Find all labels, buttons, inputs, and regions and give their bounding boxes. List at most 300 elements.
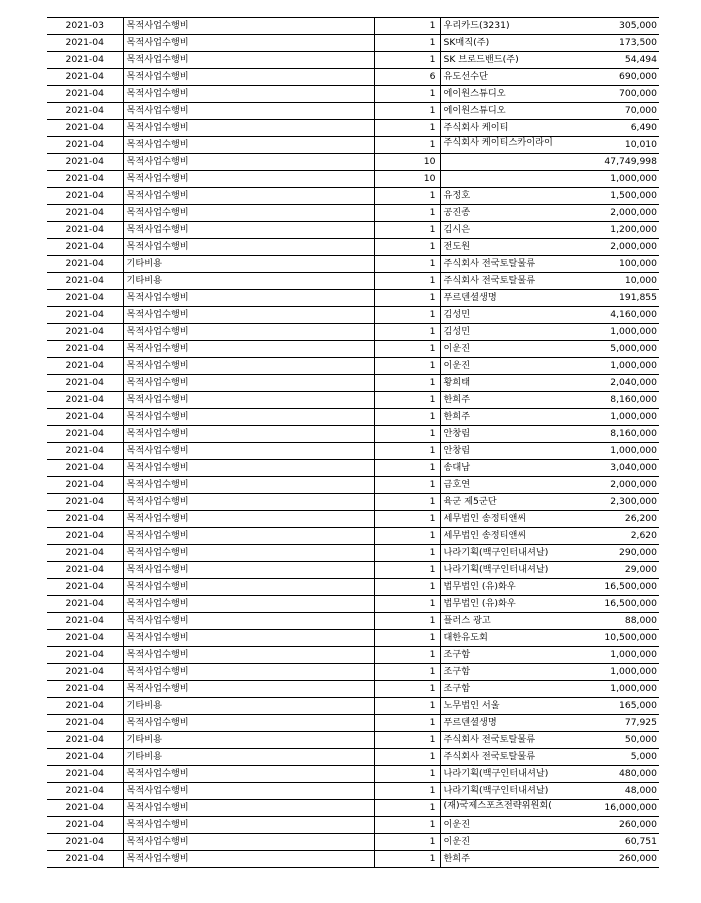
- date-cell: 2021-04: [47, 460, 123, 477]
- amount-cell: 1,000,000: [560, 358, 659, 375]
- vendor-cell: 노무법인 서울: [440, 698, 560, 715]
- table-row: [47, 681, 659, 698]
- quantity-cell: 1: [374, 630, 440, 647]
- date-cell: 2021-04: [47, 171, 123, 188]
- vendor-cell: 공진종: [440, 205, 560, 222]
- category-cell: 목적사업수행비: [123, 392, 374, 409]
- date-cell: 2021-04: [47, 511, 123, 528]
- category-cell: 목적사업수행비: [123, 511, 374, 528]
- amount-cell: 260,000: [560, 851, 659, 868]
- table-row: [47, 18, 659, 35]
- amount-cell: 1,000,000: [560, 409, 659, 426]
- table-row: [47, 766, 659, 783]
- vendor-cell: 김성민: [440, 324, 560, 341]
- amount-cell: 173,500: [560, 35, 659, 52]
- amount-cell: 2,040,000: [560, 375, 659, 392]
- amount-cell: 10,000: [560, 273, 659, 290]
- date-cell: 2021-04: [47, 256, 123, 273]
- date-cell: 2021-04: [47, 392, 123, 409]
- quantity-cell: 1: [374, 103, 440, 120]
- quantity-cell: 1: [374, 749, 440, 766]
- amount-cell: 6,490: [560, 120, 659, 137]
- table-row: [47, 52, 659, 69]
- category-cell: 목적사업수행비: [123, 18, 374, 35]
- date-cell: 2021-04: [47, 613, 123, 630]
- category-cell: 목적사업수행비: [123, 783, 374, 800]
- vendor-cell: 안창림: [440, 426, 560, 443]
- category-cell: 목적사업수행비: [123, 409, 374, 426]
- vendor-cell: 이운진: [440, 341, 560, 358]
- table-row: [47, 494, 659, 511]
- date-cell: 2021-04: [47, 188, 123, 205]
- quantity-cell: 1: [374, 766, 440, 783]
- table-row: [47, 324, 659, 341]
- date-cell: 2021-04: [47, 426, 123, 443]
- category-cell: 기타비용: [123, 256, 374, 273]
- date-cell: 2021-04: [47, 239, 123, 256]
- table-row: [47, 664, 659, 681]
- quantity-cell: 1: [374, 35, 440, 52]
- table-row: [47, 205, 659, 222]
- category-cell: 목적사업수행비: [123, 528, 374, 545]
- quantity-cell: 1: [374, 477, 440, 494]
- vendor-cell: 푸르덴셜생명: [440, 290, 560, 307]
- amount-cell: 54,494: [560, 52, 659, 69]
- vendor-cell: SK 브로드밴드(주): [440, 52, 560, 69]
- quantity-cell: 1: [374, 783, 440, 800]
- category-cell: 목적사업수행비: [123, 664, 374, 681]
- vendor-cell: SK매직(주): [440, 35, 560, 52]
- category-cell: 기타비용: [123, 273, 374, 290]
- category-cell: 목적사업수행비: [123, 545, 374, 562]
- table-row: [47, 647, 659, 664]
- quantity-cell: 1: [374, 256, 440, 273]
- expense-table: [47, 17, 659, 868]
- table-row: [47, 562, 659, 579]
- vendor-cell: 황희태: [440, 375, 560, 392]
- amount-cell: 2,000,000: [560, 239, 659, 256]
- amount-cell: 3,040,000: [560, 460, 659, 477]
- quantity-cell: 6: [374, 69, 440, 86]
- category-cell: 목적사업수행비: [123, 239, 374, 256]
- date-cell: 2021-04: [47, 273, 123, 290]
- table-row: [47, 698, 659, 715]
- amount-cell: 16,000,000: [560, 800, 659, 817]
- amount-cell: 10,010: [560, 137, 659, 154]
- quantity-cell: 1: [374, 222, 440, 239]
- expense-table-body: [47, 18, 659, 868]
- vendor-cell: 나라기획(백구인터내셔날): [440, 783, 560, 800]
- vendor-cell: 주식회사 케이티: [440, 120, 560, 137]
- amount-cell: 480,000: [560, 766, 659, 783]
- expense-ledger: [47, 17, 659, 868]
- date-cell: 2021-04: [47, 290, 123, 307]
- category-cell: 목적사업수행비: [123, 834, 374, 851]
- amount-cell: 1,200,000: [560, 222, 659, 239]
- quantity-cell: 1: [374, 528, 440, 545]
- category-cell: 목적사업수행비: [123, 800, 374, 817]
- category-cell: 목적사업수행비: [123, 103, 374, 120]
- date-cell: 2021-04: [47, 851, 123, 868]
- date-cell: 2021-04: [47, 732, 123, 749]
- date-cell: 2021-04: [47, 630, 123, 647]
- date-cell: 2021-04: [47, 307, 123, 324]
- quantity-cell: 1: [374, 664, 440, 681]
- category-cell: 목적사업수행비: [123, 307, 374, 324]
- date-cell: 2021-04: [47, 154, 123, 171]
- date-cell: 2021-03: [47, 18, 123, 35]
- quantity-cell: 1: [374, 681, 440, 698]
- vendor-cell: 안창림: [440, 443, 560, 460]
- vendor-cell: 주식회사 전국토탈물류: [440, 732, 560, 749]
- table-row: [47, 171, 659, 188]
- category-cell: 목적사업수행비: [123, 460, 374, 477]
- amount-cell: 100,000: [560, 256, 659, 273]
- quantity-cell: 1: [374, 86, 440, 103]
- vendor-cell: 주식회사 전국토탈물류: [440, 749, 560, 766]
- table-row: [47, 579, 659, 596]
- category-cell: 목적사업수행비: [123, 477, 374, 494]
- table-row: [47, 392, 659, 409]
- quantity-cell: 1: [374, 18, 440, 35]
- table-row: [47, 732, 659, 749]
- vendor-cell: 에이원스튜디오: [440, 86, 560, 103]
- category-cell: 목적사업수행비: [123, 222, 374, 239]
- table-row: [47, 358, 659, 375]
- vendor-cell: 세무법인 송정티앤씨: [440, 528, 560, 545]
- amount-cell: 16,500,000: [560, 596, 659, 613]
- date-cell: 2021-04: [47, 409, 123, 426]
- amount-cell: 29,000: [560, 562, 659, 579]
- vendor-cell: 한희주: [440, 409, 560, 426]
- vendor-cell: 에이원스튜디오: [440, 103, 560, 120]
- table-row: [47, 528, 659, 545]
- quantity-cell: 1: [374, 443, 440, 460]
- date-cell: 2021-04: [47, 358, 123, 375]
- quantity-cell: 1: [374, 120, 440, 137]
- category-cell: 목적사업수행비: [123, 851, 374, 868]
- quantity-cell: 1: [374, 545, 440, 562]
- table-row: [47, 222, 659, 239]
- amount-cell: 4,160,000: [560, 307, 659, 324]
- amount-cell: 2,620: [560, 528, 659, 545]
- date-cell: 2021-04: [47, 562, 123, 579]
- table-row: [47, 154, 659, 171]
- quantity-cell: 1: [374, 188, 440, 205]
- amount-cell: 26,200: [560, 511, 659, 528]
- quantity-cell: 1: [374, 409, 440, 426]
- category-cell: 기타비용: [123, 698, 374, 715]
- table-row: [47, 545, 659, 562]
- table-row: [47, 341, 659, 358]
- date-cell: 2021-04: [47, 664, 123, 681]
- quantity-cell: 1: [374, 732, 440, 749]
- vendor-cell: 금호연: [440, 477, 560, 494]
- category-cell: 기타비용: [123, 749, 374, 766]
- date-cell: 2021-04: [47, 698, 123, 715]
- table-row: [47, 851, 659, 868]
- quantity-cell: 1: [374, 494, 440, 511]
- quantity-cell: 1: [374, 851, 440, 868]
- vendor-cell: 유도선수단: [440, 69, 560, 86]
- date-cell: 2021-04: [47, 647, 123, 664]
- amount-cell: 5,000: [560, 749, 659, 766]
- quantity-cell: 1: [374, 205, 440, 222]
- table-row: [47, 511, 659, 528]
- amount-cell: 60,751: [560, 834, 659, 851]
- vendor-cell: 나라기획(백구인터내셔날): [440, 545, 560, 562]
- amount-cell: 70,000: [560, 103, 659, 120]
- vendor-cell: 나라기획(백구인터내셔날): [440, 562, 560, 579]
- category-cell: 목적사업수행비: [123, 613, 374, 630]
- quantity-cell: 1: [374, 647, 440, 664]
- date-cell: 2021-04: [47, 477, 123, 494]
- table-row: [47, 613, 659, 630]
- table-row: [47, 375, 659, 392]
- date-cell: 2021-04: [47, 137, 123, 154]
- category-cell: 목적사업수행비: [123, 358, 374, 375]
- quantity-cell: 1: [374, 460, 440, 477]
- amount-cell: 690,000: [560, 69, 659, 86]
- vendor-cell: 김시은: [440, 222, 560, 239]
- category-cell: 목적사업수행비: [123, 35, 374, 52]
- quantity-cell: 1: [374, 426, 440, 443]
- date-cell: 2021-04: [47, 715, 123, 732]
- table-row: [47, 239, 659, 256]
- quantity-cell: 1: [374, 715, 440, 732]
- table-row: [47, 715, 659, 732]
- amount-cell: 1,000,000: [560, 664, 659, 681]
- category-cell: 목적사업수행비: [123, 324, 374, 341]
- vendor-cell: 김성민: [440, 307, 560, 324]
- table-row: [47, 409, 659, 426]
- quantity-cell: 1: [374, 307, 440, 324]
- category-cell: 목적사업수행비: [123, 715, 374, 732]
- vendor-cell: 푸르덴셜생명: [440, 715, 560, 732]
- quantity-cell: 10: [374, 154, 440, 171]
- quantity-cell: 1: [374, 341, 440, 358]
- quantity-cell: 1: [374, 800, 440, 817]
- vendor-cell: 나라기획(백구인터내셔날): [440, 766, 560, 783]
- quantity-cell: 1: [374, 52, 440, 69]
- date-cell: 2021-04: [47, 120, 123, 137]
- quantity-cell: 1: [374, 511, 440, 528]
- quantity-cell: 1: [374, 579, 440, 596]
- date-cell: 2021-04: [47, 494, 123, 511]
- table-row: [47, 630, 659, 647]
- category-cell: 목적사업수행비: [123, 562, 374, 579]
- date-cell: 2021-04: [47, 443, 123, 460]
- table-row: [47, 817, 659, 834]
- vendor-cell: 조구함: [440, 664, 560, 681]
- quantity-cell: 1: [374, 324, 440, 341]
- quantity-cell: 1: [374, 375, 440, 392]
- date-cell: 2021-04: [47, 375, 123, 392]
- quantity-cell: 1: [374, 596, 440, 613]
- vendor-cell: (재)국제스포츠전략위원회(: [440, 800, 560, 817]
- table-row: [47, 137, 659, 154]
- table-row: [47, 120, 659, 137]
- vendor-cell: 주식회사 전국토탈물류: [440, 273, 560, 290]
- amount-cell: 1,000,000: [560, 681, 659, 698]
- vendor-cell: 플러스 광고: [440, 613, 560, 630]
- category-cell: 목적사업수행비: [123, 494, 374, 511]
- date-cell: 2021-04: [47, 528, 123, 545]
- amount-cell: 1,500,000: [560, 188, 659, 205]
- amount-cell: 2,000,000: [560, 477, 659, 494]
- date-cell: 2021-04: [47, 545, 123, 562]
- table-row: [47, 596, 659, 613]
- category-cell: 목적사업수행비: [123, 375, 374, 392]
- date-cell: 2021-04: [47, 834, 123, 851]
- amount-cell: 290,000: [560, 545, 659, 562]
- quantity-cell: 10: [374, 171, 440, 188]
- date-cell: 2021-04: [47, 86, 123, 103]
- category-cell: 목적사업수행비: [123, 137, 374, 154]
- quantity-cell: 1: [374, 698, 440, 715]
- category-cell: 목적사업수행비: [123, 69, 374, 86]
- amount-cell: 5,000,000: [560, 341, 659, 358]
- table-row: [47, 86, 659, 103]
- quantity-cell: 1: [374, 290, 440, 307]
- category-cell: 목적사업수행비: [123, 647, 374, 664]
- table-row: [47, 477, 659, 494]
- vendor-cell: 대한유도회: [440, 630, 560, 647]
- table-row: [47, 307, 659, 324]
- category-cell: 목적사업수행비: [123, 120, 374, 137]
- amount-cell: 260,000: [560, 817, 659, 834]
- date-cell: 2021-04: [47, 341, 123, 358]
- amount-cell: 165,000: [560, 698, 659, 715]
- amount-cell: 2,300,000: [560, 494, 659, 511]
- table-row: [47, 443, 659, 460]
- category-cell: 목적사업수행비: [123, 817, 374, 834]
- vendor-cell: 법무법인 (유)화우: [440, 579, 560, 596]
- vendor-cell: 조구함: [440, 647, 560, 664]
- amount-cell: 50,000: [560, 732, 659, 749]
- quantity-cell: 1: [374, 613, 440, 630]
- date-cell: 2021-04: [47, 324, 123, 341]
- date-cell: 2021-04: [47, 35, 123, 52]
- quantity-cell: 1: [374, 137, 440, 154]
- table-row: [47, 800, 659, 817]
- table-row: [47, 426, 659, 443]
- category-cell: 목적사업수행비: [123, 766, 374, 783]
- amount-cell: 1,000,000: [560, 443, 659, 460]
- quantity-cell: 1: [374, 358, 440, 375]
- table-row: [47, 290, 659, 307]
- table-row: [47, 69, 659, 86]
- category-cell: 기타비용: [123, 732, 374, 749]
- category-cell: 목적사업수행비: [123, 52, 374, 69]
- amount-cell: 700,000: [560, 86, 659, 103]
- amount-cell: 16,500,000: [560, 579, 659, 596]
- category-cell: 목적사업수행비: [123, 86, 374, 103]
- vendor-cell: 이운진: [440, 817, 560, 834]
- amount-cell: 8,160,000: [560, 392, 659, 409]
- table-row: [47, 749, 659, 766]
- vendor-cell: 이운진: [440, 834, 560, 851]
- amount-cell: 88,000: [560, 613, 659, 630]
- amount-cell: 305,000: [560, 18, 659, 35]
- amount-cell: 191,855: [560, 290, 659, 307]
- category-cell: 목적사업수행비: [123, 341, 374, 358]
- date-cell: 2021-04: [47, 749, 123, 766]
- quantity-cell: 1: [374, 392, 440, 409]
- category-cell: 목적사업수행비: [123, 681, 374, 698]
- table-row: [47, 188, 659, 205]
- vendor-cell: 육군 제5군단: [440, 494, 560, 511]
- quantity-cell: 1: [374, 817, 440, 834]
- date-cell: 2021-04: [47, 579, 123, 596]
- vendor-cell: 우리카드(3231): [440, 18, 560, 35]
- date-cell: 2021-04: [47, 69, 123, 86]
- category-cell: 목적사업수행비: [123, 188, 374, 205]
- amount-cell: 2,000,000: [560, 205, 659, 222]
- table-row: [47, 35, 659, 52]
- date-cell: 2021-04: [47, 222, 123, 239]
- date-cell: 2021-04: [47, 52, 123, 69]
- quantity-cell: 1: [374, 239, 440, 256]
- vendor-cell: 이운진: [440, 358, 560, 375]
- vendor-cell: 주식회사 전국토탈물류: [440, 256, 560, 273]
- category-cell: 목적사업수행비: [123, 443, 374, 460]
- category-cell: 목적사업수행비: [123, 154, 374, 171]
- vendor-cell: 전도원: [440, 239, 560, 256]
- vendor-cell: 송대남: [440, 460, 560, 477]
- category-cell: 목적사업수행비: [123, 171, 374, 188]
- table-row: [47, 460, 659, 477]
- category-cell: 목적사업수행비: [123, 579, 374, 596]
- amount-cell: 1,000,000: [560, 171, 659, 188]
- date-cell: 2021-04: [47, 783, 123, 800]
- quantity-cell: 1: [374, 834, 440, 851]
- date-cell: 2021-04: [47, 681, 123, 698]
- amount-cell: 48,000: [560, 783, 659, 800]
- amount-cell: 77,925: [560, 715, 659, 732]
- date-cell: 2021-04: [47, 817, 123, 834]
- amount-cell: 47,749,998: [560, 154, 659, 171]
- table-row: [47, 783, 659, 800]
- vendor-cell: [440, 171, 560, 188]
- vendor-cell: 주식회사 케이티스카이라이: [440, 137, 560, 154]
- date-cell: 2021-04: [47, 800, 123, 817]
- table-row: [47, 834, 659, 851]
- vendor-cell: 세무법인 송정티앤씨: [440, 511, 560, 528]
- amount-cell: 1,000,000: [560, 324, 659, 341]
- amount-cell: 8,160,000: [560, 426, 659, 443]
- category-cell: 목적사업수행비: [123, 630, 374, 647]
- vendor-cell: 법무법인 (유)화우: [440, 596, 560, 613]
- vendor-cell: 한희주: [440, 851, 560, 868]
- category-cell: 목적사업수행비: [123, 205, 374, 222]
- quantity-cell: 1: [374, 562, 440, 579]
- table-row: [47, 273, 659, 290]
- quantity-cell: 1: [374, 273, 440, 290]
- category-cell: 목적사업수행비: [123, 596, 374, 613]
- vendor-cell: 조구함: [440, 681, 560, 698]
- table-row: [47, 256, 659, 273]
- amount-cell: 10,500,000: [560, 630, 659, 647]
- category-cell: 목적사업수행비: [123, 290, 374, 307]
- category-cell: 목적사업수행비: [123, 426, 374, 443]
- vendor-cell: 한희주: [440, 392, 560, 409]
- amount-cell: 1,000,000: [560, 647, 659, 664]
- date-cell: 2021-04: [47, 766, 123, 783]
- vendor-cell: [440, 154, 560, 171]
- date-cell: 2021-04: [47, 103, 123, 120]
- table-row: [47, 103, 659, 120]
